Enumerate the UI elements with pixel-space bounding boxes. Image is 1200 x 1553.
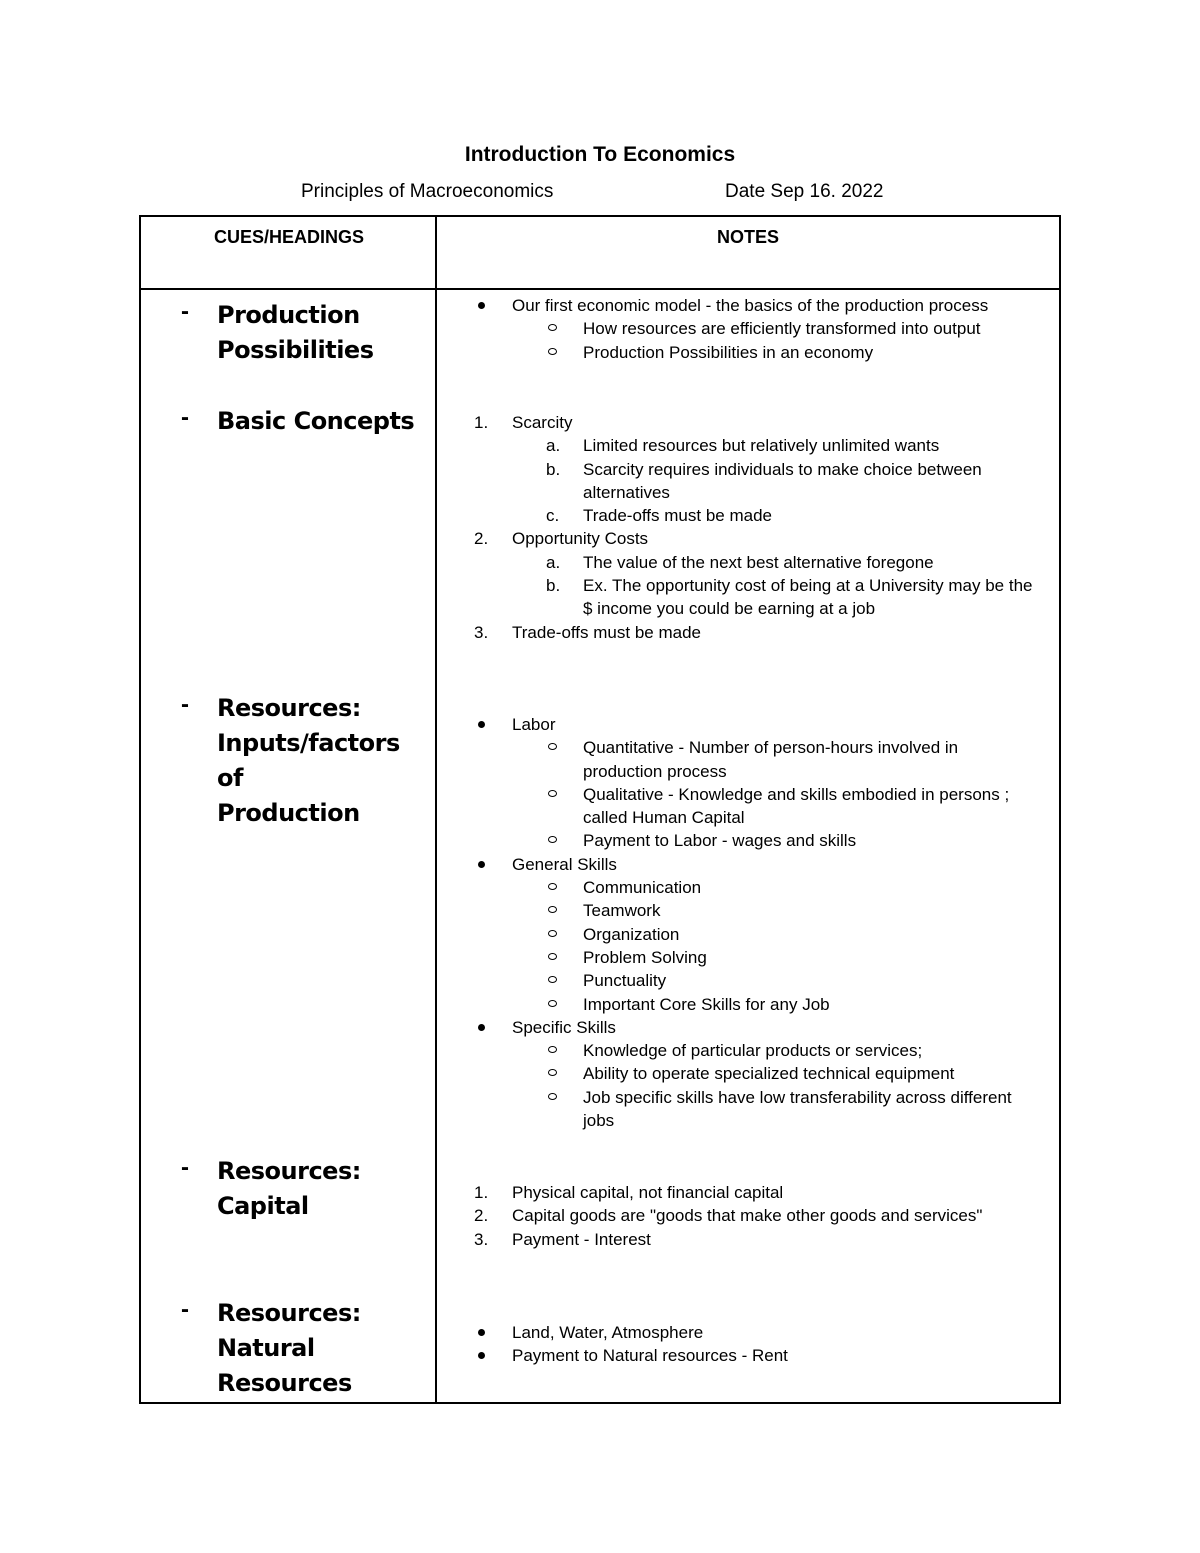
cue-line: Basic Concepts [217,407,415,435]
cue-dash: - [181,298,189,325]
note-text: Physical capital, not financial capital [512,1183,784,1202]
notes-capital [0,1181,1200,1251]
note-text: Payment to Labor - wages and skills [583,831,857,851]
note-text: alternatives [583,482,670,502]
cue-dash: - [181,1296,189,1323]
notes-column-header: NOTES [716,227,779,247]
list-letter: b. [546,576,561,596]
note-text: Qualitative - Knowledge and skills embodied in persons ; [583,784,1010,804]
bullet-icon [478,1329,485,1336]
bullet-icon [478,721,485,728]
header-divider [141,288,1059,290]
list-letter: a. [546,552,561,572]
sub-bullet-icon [548,906,557,913]
note-text: Ability to operate specialized technical equipment [583,1064,955,1084]
note-text: production process [583,761,727,781]
sub-bullet-icon [548,1046,557,1053]
sub-bullet-icon [548,976,557,983]
note-text: Job specific skills have low transferability across different [583,1087,1012,1107]
note-text: Payment to Natural resources - Rent [512,1346,788,1366]
note-text: How resources are efficiently transformed into output [583,319,981,339]
notes-production [0,294,1200,364]
note-text: Our first economic model - the basics of the production process [512,296,989,315]
note-text: Production Possibilities in an economy [583,342,874,362]
list-letter: c. [546,506,560,526]
sub-bullet-icon [548,1000,557,1007]
cue-line: Inputs/factors of [217,729,400,792]
bullet-icon [478,1024,485,1031]
sub-bullet-icon [548,1069,557,1076]
note-text: Ex. The opportunity cost of being at a University may be the [583,576,1033,596]
cue-line: Resources: [217,694,361,722]
note-text: Organization [583,924,680,944]
bullet-icon [478,302,485,309]
sub-bullet-icon [548,953,557,960]
cue-line: Production [217,301,360,329]
note-text: Land, Water, Atmosphere [512,1323,704,1342]
note-text: Payment - Interest [512,1229,651,1249]
note-text: Specific Skills [512,1017,616,1037]
note-text: Problem Solving [583,947,707,967]
note-text: Capital goods are "goods that make other goods and services" [512,1206,983,1226]
sub-bullet-icon [548,836,557,843]
list-number: 1. [474,1183,489,1202]
sub-bullet-icon [548,790,557,797]
document-title: Introduction To Economics [464,143,736,166]
list-letter: a. [546,436,561,456]
bullet-icon [478,1352,485,1359]
cue-dash: - [181,1154,189,1181]
note-text: Trade-offs must be made [583,506,772,526]
notes-basic-concepts [0,411,1200,644]
note-text: The value of the next best alternative foregone [583,552,934,572]
bullet-icon [478,861,485,868]
note-text: Important Core Skills for any Job [583,994,830,1014]
note-text: General Skills [512,854,617,874]
sub-bullet-icon [548,930,557,937]
note-text: Scarcity [512,413,573,432]
sub-bullet-icon [548,348,557,355]
sub-bullet-icon [548,743,557,750]
cue-line: Production [217,799,360,827]
list-number: 3. [474,622,489,642]
cue-line: Resources: Natural [217,1299,361,1362]
cue-line: Resources: Capital [217,1157,361,1220]
list-letter: b. [546,459,561,479]
cue-dash: - [181,691,189,718]
note-text: Knowledge of particular products or services; [583,1041,923,1061]
cue-line: Resources [217,1369,352,1397]
note-text: Scarcity requires individuals to make choice between [583,459,982,479]
sub-bullet-icon [548,324,557,331]
note-text: Punctuality [583,971,667,991]
cue-line: Possibilities [217,336,374,364]
note-text: Opportunity Costs [512,529,649,549]
course-name: Principles of Macroeconomics [301,181,554,202]
list-number: 2. [474,1206,489,1226]
note-text: Communication [583,878,702,898]
note-text: jobs [583,1111,615,1131]
cues-column-header: CUES/HEADINGS [213,227,365,247]
list-number: 1. [474,413,489,432]
note-text: Labor [512,715,556,734]
notes-resources-inputs [0,713,1200,1132]
note-text: Trade-offs must be made [512,622,701,642]
cue-dash: - [181,404,189,431]
notes-natural-resources [0,1321,1200,1368]
sub-bullet-icon [548,1093,557,1100]
list-number: 2. [474,529,489,549]
sub-bullet-icon [548,883,557,890]
note-text: Teamwork [583,901,661,921]
note-text: Limited resources but relatively unlimited wants [583,436,940,456]
note-text: Quantitative - Number of person-hours involved in [583,738,959,758]
note-text: $ income you could be earning at a job [583,599,876,619]
list-number: 3. [474,1229,489,1249]
note-text: called Human Capital [583,808,745,828]
date-label: Date Sep 16. 2022 [725,181,884,202]
